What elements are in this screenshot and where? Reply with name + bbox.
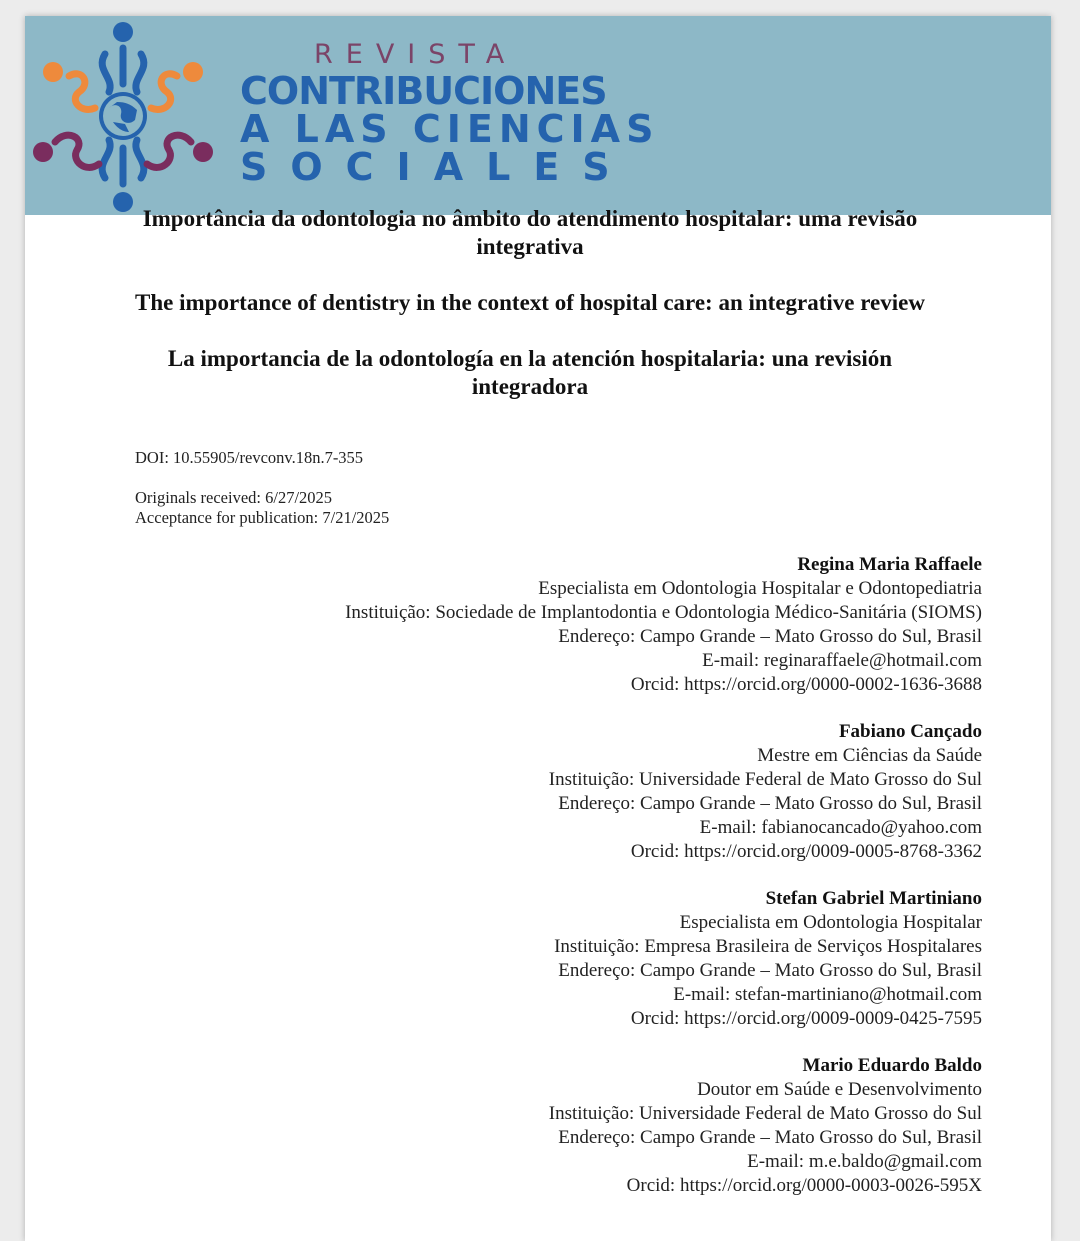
author-block [345,1054,982,1198]
author-block [345,720,982,864]
author-orcid: Orcid: https://orcid.org/0009-0009-0425-7595 [630,1008,982,1029]
title-spanish: La importancia de la odontología en la atención hospitalaria: una revisión integradora [167,346,893,399]
author-address: Endereço: Campo Grande – Mato Grosso do Sul, Brasil [558,626,982,647]
author-email: E-mail: reginaraffaele@hotmail.com [702,650,982,671]
author-institution: Instituição: Universidade Federal de Mato Grosso do Sul [548,769,982,790]
author-email: E-mail: fabianocancado@yahoo.com [699,817,982,838]
author-block [345,887,982,1031]
journal-wordmark-line: SOCIALES [240,145,633,189]
journal-wordmark-line: REVISTA [314,39,518,70]
author-orcid: Orcid: https://orcid.org/0000-0003-0026-595X [626,1175,982,1196]
author-address: Endereço: Campo Grande – Mato Grosso do Sul, Brasil [558,793,982,814]
author-institution: Instituição: Empresa Brasileira de Serviços Hospitalares [554,936,982,957]
author-institution: Instituição: Universidade Federal de Mato Grosso do Sul [548,1103,982,1124]
journal-wordmark-line: A LAS CIENCIAS [240,107,660,151]
journal-wordmark [240,38,660,189]
author-name: Fabiano Cançado [838,721,982,742]
author-degree: Especialista em Odontologia Hospitalar e Odontopediatria [538,578,982,599]
figure-head-icon [193,142,213,162]
author-list [345,553,982,1221]
author-degree: Doutor em Saúde e Desenvolvimento [697,1079,982,1100]
author-address: Endereço: Campo Grande – Mato Grosso do Sul, Brasil [558,1127,982,1148]
title-english: The importance of dentistry in the context of hospital care: an integrative review [135,290,925,315]
received-date: Originals received: 6/27/2025 [135,488,333,507]
figure-head-icon [43,62,63,82]
author-name: Mario Eduardo Baldo [802,1055,982,1076]
author-degree: Mestre em Ciências da Saúde [757,745,982,766]
author-degree: Especialista em Odontologia Hospitalar [679,912,982,933]
figure-head-icon [33,142,53,162]
author-name: Stefan Gabriel Martiniano [765,888,982,909]
journal-logo [33,18,213,214]
author-email: E-mail: m.e.baldo@gmail.com [747,1151,982,1172]
globe-icon [99,92,147,140]
author-orcid: Orcid: https://orcid.org/0009-0005-8768-3362 [630,841,982,862]
publication-dates [135,488,389,528]
accepted-date: Acceptance for publication: 7/21/2025 [135,508,390,527]
article-titles [130,205,930,429]
author-address: Endereço: Campo Grande – Mato Grosso do Sul, Brasil [558,960,982,981]
author-orcid: Orcid: https://orcid.org/0000-0002-1636-3688 [630,674,982,695]
title-portuguese: Importância da odontologia no âmbito do atendimento hospitalar: uma revisão integrativa [142,206,918,259]
author-email: E-mail: stefan-martiniano@hotmail.com [673,984,982,1005]
doi: DOI: 10.55905/revconv.18n.7-355 [135,448,364,467]
author-name: Regina Maria Raffaele [797,554,982,575]
figure-head-icon [113,22,133,42]
author-institution: Instituição: Sociedade de Implantodontia e Odontologia Médico-Sanitária (SIOMS) [345,602,982,623]
author-block [345,553,982,697]
journal-banner [25,16,1051,215]
figure-head-icon [183,62,203,82]
journal-wordmark-line: CONTRIBUCIONES [240,69,607,113]
